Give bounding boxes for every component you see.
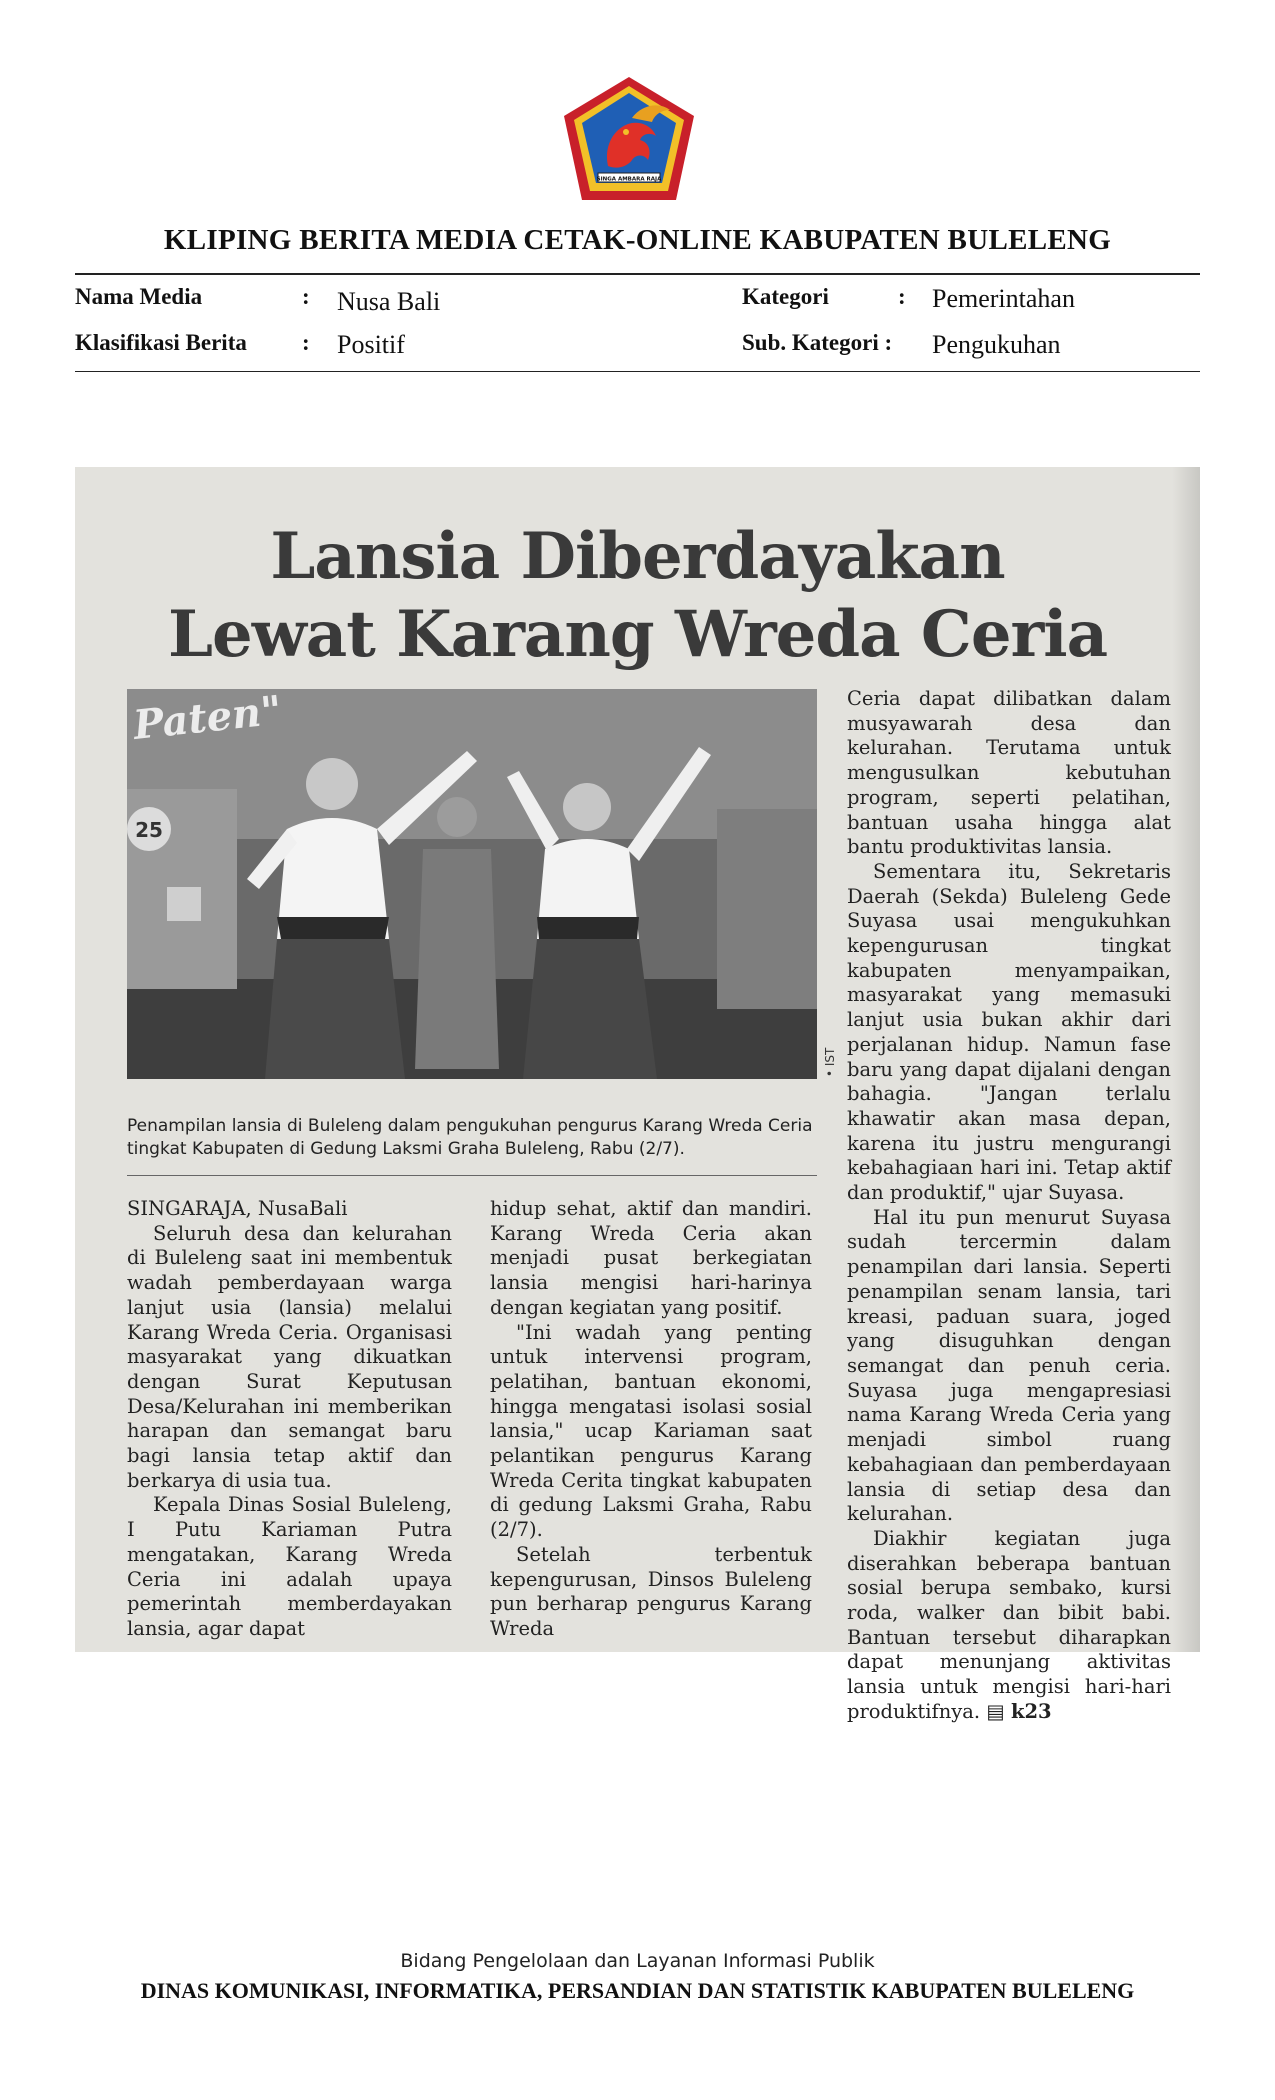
svg-text:SINGA AMBARA RAJA: SINGA AMBARA RAJA — [596, 176, 662, 183]
subkategori-label: Sub. Kategori : — [742, 330, 893, 355]
svg-text:Paten": Paten" — [131, 686, 285, 749]
headline-line-1: Lansia Diberdayakan — [270, 519, 1005, 594]
article-column-3 — [847, 687, 1171, 1725]
paragraph: Setelah terbentuk kepengurusan, Dinsos Buleleng pun berharap pengurus Karang Wreda — [490, 1542, 812, 1640]
dateline: SINGARAJA, NusaBali — [127, 1197, 348, 1220]
kategori-value: Pemerintahan — [932, 284, 1075, 313]
caption-rule — [127, 1175, 817, 1176]
footer-department: Bidang Pengelolaan dan Layanan Informasi Publik — [400, 1950, 875, 1972]
paragraph: Diakhir kegiatan juga diserahkan beberapa bantuan sosial berupa sembako, kursi roda, walker dan bibit babi. Bantuan tersebut diharapkan dapat menunjang aktivitas lansia untuk mengisi hari-hari produktifnya. — [847, 1526, 1171, 1723]
photo-caption: Penampilan lansia di Buleleng dalam pengukuhan pengurus Karang Wreda Ceria tingkat Kabupaten di Gedung Laksmi Graha Buleleng, Rabu (2/7). — [127, 1116, 813, 1159]
paragraph: Kepala Dinas Sosial Buleleng, I Putu Kariaman Putra mengatakan, Karang Wreda Ceria ini adalah upaya pemerintah memberdayakan lansia, agar dapat — [127, 1493, 452, 1640]
paragraph: Ceria dapat dilibatkan dalam musyawarah desa dan kelurahan. Terutama untuk mengusulkan kebutuhan program, seperti pelatihan, bantuan usaha hingga alat bantu produktivitas lansia. — [847, 687, 1171, 859]
paragraph: "Ini wadah yang penting untuk intervensi program, pelatihan, bantuan ekonomi, hingga mengatasi isolasi sosial lansia," ucap Kariaman saat pelantikan pengurus Karang Wreda Cerita tingkat kabupaten di gedung Laksmi Graha, Rabu (2/7). — [490, 1320, 812, 1542]
newspaper-icon: ▤ — [986, 1699, 1005, 1723]
paragraph: Sementara itu, Sekretaris Daerah (Sekda) Buleleng Gede Suyasa usai mengukuhkan kepengurusan tingkat kabupaten menyampaikan, masyarakat yang memasuki lanjut usia bukan akhir dari perjalanan hidup. Namun fase baru yang dapat dijalani dengan bahagia. "Jangan terlalu khawatir akan masa depan, karena itu justru mengurangi kebahagiaan hari ini. Tetap aktif dan produktif," ujar Suyasa. — [847, 859, 1171, 1205]
klasifikasi-label: Klasifikasi Berita — [75, 330, 247, 355]
newspaper-clipping — [75, 467, 1200, 1723]
paragraph: hidup sehat, aktif dan mandiri. Karang Wreda Ceria akan menjadi pusat berkegiatan lansia mengisi hari-harinya dengan kegiatan yang positif. — [490, 1197, 812, 1319]
paragraph: Hal itu pun menurut Suyasa sudah tercermin dalam penampilan dari lansia. Seperti penampilan senam lansia, tari kreasi, paduan suara, joged yang disuguhkan dengan semangat dan penuh ceria. Suyasa juga mengapresiasi nama Karang Wreda Ceria yang menjadi simbol ruang kebahagiaan dan pemberdayaan lansia di setiap desa dan kelurahan. — [847, 1205, 1171, 1526]
paragraph: Seluruh desa dan kelurahan di Buleleng saat ini membentuk wadah pemberdayaan warga lanjut usia (lansia) melalui Karang Wreda Ceria. Organisasi masyarakat yang dikuatkan dengan Surat Keputusan Desa/Kelurahan ini memberikan harapan dan semangat baru bagi lansia tetap aktif dan berkarya di usia tua. — [127, 1221, 452, 1492]
media-colon: : — [302, 284, 310, 309]
kategori-label: Kategori — [742, 284, 829, 309]
subkategori-value: Pengukuhan — [932, 330, 1061, 359]
article-column-2 — [490, 1197, 812, 1642]
author-code: k23 — [1010, 1699, 1052, 1723]
klasifikasi-colon: : — [302, 330, 310, 355]
article-column-1 — [127, 1197, 452, 1642]
meta-divider — [75, 371, 1200, 372]
media-value: Nusa Bali — [337, 287, 441, 316]
kategori-colon: : — [898, 284, 906, 309]
title-divider — [75, 273, 1200, 275]
singa-ambara-raja-crest-icon — [560, 74, 698, 204]
article-photo — [127, 686, 817, 1079]
svg-text:25: 25 — [135, 818, 163, 842]
photo-credit: • IST — [823, 1047, 837, 1077]
document-title: KLIPING BERITA MEDIA CETAK-ONLINE KABUPATEN BULELENG — [163, 224, 1112, 256]
headline-line-2: Lewat Karang Wreda Ceria — [167, 597, 1108, 672]
footer-agency: DINAS KOMUNIKASI, INFORMATIKA, PERSANDIAN DAN STATISTIK KABUPATEN BULELENG — [140, 1978, 1135, 2003]
media-label: Nama Media — [75, 284, 203, 309]
klasifikasi-value: Positif — [337, 330, 405, 359]
